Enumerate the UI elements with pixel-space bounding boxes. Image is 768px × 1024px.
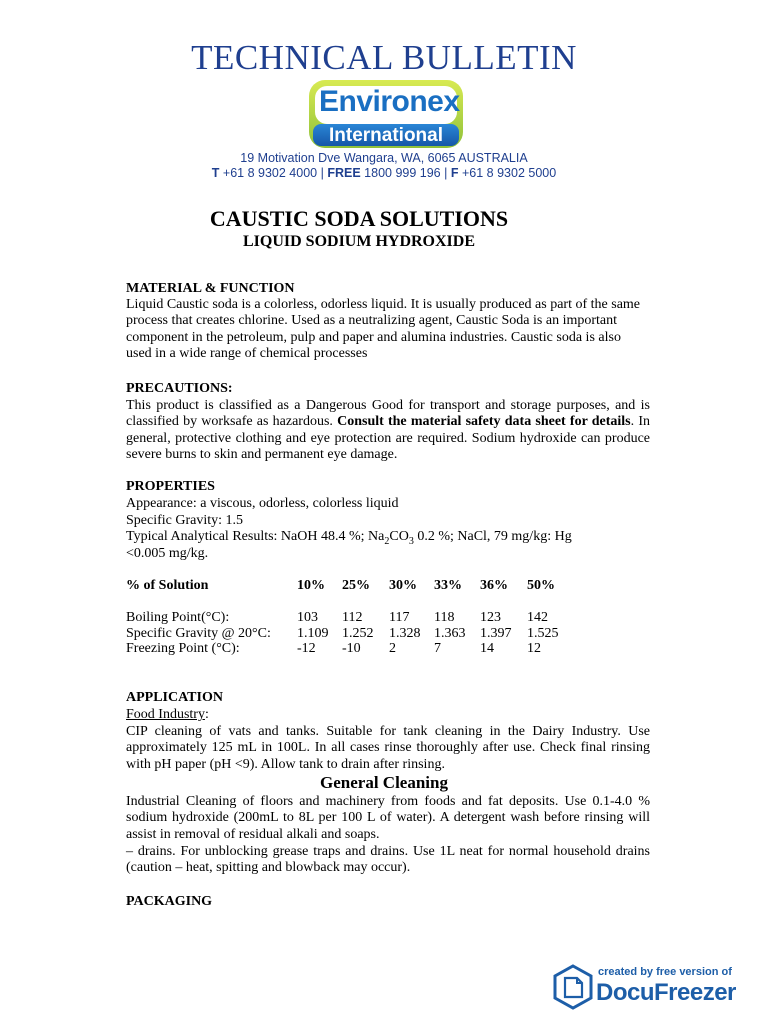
phone-f-label: F	[450, 166, 459, 180]
properties-typical-line2: <0.005 mg/kg.	[126, 546, 209, 561]
table-cell: 117	[389, 610, 410, 625]
typical-sub-3: 3	[408, 535, 414, 547]
docufreezer-name: DocuFreezer	[596, 979, 736, 1006]
table-col-36: 36%	[480, 578, 508, 593]
table-cell: 12	[527, 641, 541, 656]
application-heading: APPLICATION	[126, 690, 223, 705]
precautions-text	[126, 398, 650, 463]
typical-suffix: 0.2 %; NaCl, 79 mg/kg: Hg	[413, 529, 572, 544]
table-cell: 1.252	[342, 626, 374, 641]
phone-t-label: T	[211, 166, 220, 180]
food-industry-label	[126, 707, 209, 723]
phone-sep-2: |	[444, 166, 448, 180]
table-cell: 118	[434, 610, 455, 625]
general-cleaning-heading: General Cleaning	[320, 773, 448, 792]
table-cell: 1.397	[480, 626, 512, 641]
table-cell: 14	[480, 641, 494, 656]
table-row-label: Freezing Point (°C):	[126, 641, 240, 656]
phone-f-value: +61 8 9302 5000	[461, 166, 557, 180]
food-industry-underlined: Food Industry	[126, 707, 205, 722]
logo-text-environex: Environex	[319, 85, 460, 118]
precautions-text-1: This product is classified as a Dangerous Good for transport and storage purposes, and is classified by worksafe as hazardous.	[126, 398, 650, 430]
document-title: CAUSTIC SODA SOLUTIONS	[209, 206, 509, 231]
general-cleaning-text: Industrial Cleaning of floors and machinery from foods and fat deposits. Use 0.1-4.0 % sodium hydroxide (200mL to 8L per 100 L of water). A detergent wash before rinsing will assist in removal of residual alkali and soaps.	[126, 794, 650, 842]
material-text: Liquid Caustic soda is a colorless, odorless liquid. It is usually produced as part of the same process that creates chlorine. Used as a neutralizing agent, Caustic Soda is an important component in the petroleum, pulp and paper and alumina industries. Caustic soda is also used in a wide range of chemical processes	[126, 297, 641, 361]
table-cell: -10	[342, 641, 361, 656]
typical-co: CO	[389, 529, 409, 544]
docufreezer-caption: created by free version of	[598, 966, 732, 978]
precautions-heading: PRECAUTIONS:	[126, 381, 233, 396]
table-cell: 112	[342, 610, 363, 625]
phone-sep-1: |	[320, 166, 324, 180]
table-cell: 123	[480, 610, 501, 625]
table-col-10: 10%	[297, 578, 325, 593]
document-subtitle: LIQUID SODIUM HYDROXIDE	[242, 233, 476, 250]
phone-free-value: 1800 999 196	[364, 166, 441, 180]
precautions-msds-note: Consult the material safety data sheet for details	[337, 414, 631, 430]
packaging-heading: PACKAGING	[126, 894, 213, 909]
table-col-50: 50%	[527, 578, 555, 593]
table-cell: 1.363	[434, 626, 466, 641]
table-cell: 2	[389, 641, 396, 656]
phone-t-value: +61 8 9302 4000	[222, 166, 318, 180]
phone-free-label: FREE	[327, 166, 361, 180]
logo-text-international: International	[329, 125, 444, 146]
food-industry-colon: :	[204, 707, 209, 722]
table-row-label: Specific Gravity @ 20°C:	[126, 626, 271, 641]
drains-text: – drains. For unblocking grease traps and drains. Use 1L neat for normal household drains (caution – heat, spitting and blowback may occur).	[126, 844, 650, 876]
food-industry-text: CIP cleaning of vats and tanks. Suitable for tank cleaning in the Dairy Industry. Use approximately 125 mL in 100L. In all cases rinse thoroughly after use. Check final rinsing with pH paper (pH <9). Allow tank to drain after rinsing.	[126, 724, 650, 772]
table-cell: 7	[434, 641, 441, 656]
company-address: 19 Motivation Dve Wangara, WA, 6065 AUSTRALIA	[240, 151, 528, 165]
table-col-25: 25%	[342, 578, 370, 593]
table-header-label: % of Solution	[126, 578, 209, 593]
company-phone-line	[0, 166, 768, 180]
table-cell: 1.328	[389, 626, 421, 641]
table-cell: -12	[297, 641, 316, 656]
docufreezer-logo-icon	[552, 964, 594, 1010]
table-cell: 142	[527, 610, 548, 625]
table-col-33: 33%	[434, 578, 462, 593]
docufreezer-watermark	[552, 962, 748, 1012]
bulletin-title: TECHNICAL BULLETIN	[191, 38, 577, 77]
properties-gravity: Specific Gravity: 1.5	[126, 513, 244, 528]
table-cell: 1.109	[297, 626, 329, 641]
material-heading: MATERIAL & FUNCTION	[126, 281, 295, 296]
table-cell: 1.525	[527, 626, 559, 641]
table-col-30: 30%	[389, 578, 417, 593]
typical-prefix: Typical Analytical Results: NaOH 48.4 %; Na	[126, 529, 385, 544]
typical-sub-2: 2	[384, 535, 390, 547]
table-row-label: Boiling Point(°C):	[126, 610, 230, 625]
precautions-text-2: . In general, protective clothing and eye protection are required. Sodium hydroxide can produce severe burns to skin and permanent eye damage.	[126, 414, 651, 462]
environex-logo	[305, 78, 467, 150]
properties-heading: PROPERTIES	[126, 479, 215, 494]
table-cell: 103	[297, 610, 318, 625]
properties-appearance: Appearance: a viscous, odorless, colorless liquid	[126, 496, 399, 511]
